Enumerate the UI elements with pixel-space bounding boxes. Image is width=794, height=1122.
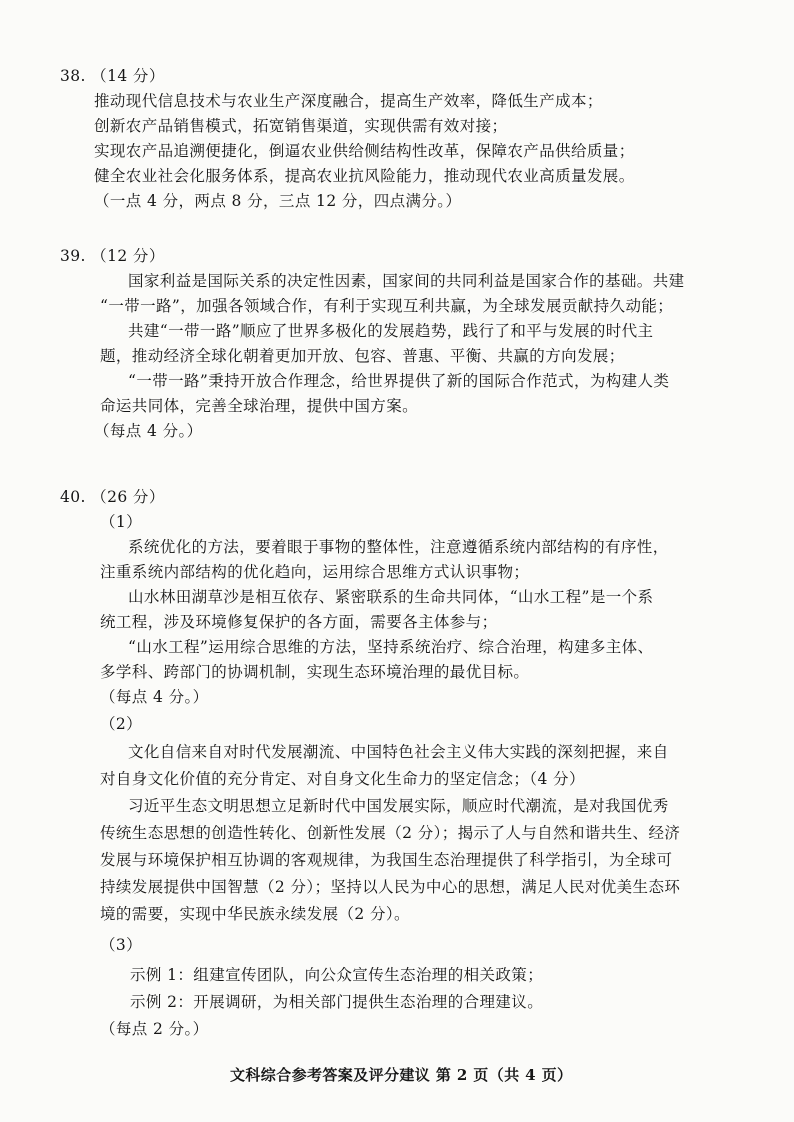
q40-subpart-3: （3）: [100, 936, 143, 954]
q40-line: 对自身文化价值的充分肯定、对自身文化生命力的坚定信念；（4 分）: [100, 770, 585, 788]
q39-scoring: （每点 4 分。）: [94, 422, 203, 440]
q40-line: 系统优化的方法，要着眼于事物的整体性，注意遵循系统内部结构的有序性，: [128, 538, 669, 556]
q40-line: 习近平生态文明思想立足新时代中国发展实际，顺应时代潮流，是对我国优秀: [128, 797, 669, 815]
q40-line: 境的需要，实现中华民族永续发展（2 分）。: [100, 905, 410, 923]
q40-line: 注重系统内部结构的优化趋向，运用综合思维方式认识事物；: [100, 563, 530, 581]
q38-header: 38. （14 分）: [60, 67, 165, 85]
q38-scoring: （一点 4 分，两点 8 分，三点 12 分，四点满分。）: [94, 192, 462, 210]
q40-scoring: （每点 4 分。）: [100, 688, 209, 706]
q39-line: 题，推动经济全球化朝着更加开放、包容、普惠、平衡、共赢的方向发展；: [100, 347, 625, 365]
q40-example: 示例 1：组建宣传团队，向公众宣传生态治理的相关政策；: [130, 966, 544, 984]
q40-line: “山水工程”运用综合思维的方法，坚持系统治疗、综合治理，构建多主体、: [128, 638, 654, 656]
q39-line: “一带一路”秉持开放合作理念，给世界提供了新的国际合作范式，为构建人类: [128, 372, 670, 390]
q40-line: 多学科、跨部门的协调机制，实现生态环境治理的最优目标。: [100, 663, 530, 681]
q39-line: “一带一路”，加强各领域合作，有利于实现互利共赢，为全球发展贡献持久动能；: [100, 297, 674, 315]
q40-subpart-2: （2）: [100, 715, 143, 733]
q40-line: 传统生态思想的创造性转化、创新性发展（2 分）；揭示了人与自然和谐共生、经济: [100, 824, 681, 842]
q40-line: 发展与环境保护相互协调的客观规律，为我国生态治理提供了科学指引，为全球可: [100, 851, 673, 869]
q40-header: 40. （26 分）: [60, 488, 165, 506]
q39-line: 命运共同体，完善全球治理，提供中国方案。: [100, 397, 419, 415]
q40-line: 统工程，涉及环境修复保护的各方面，需要各主体参与；: [100, 613, 498, 631]
q38-line: 实现农产品追溯便捷化，倒逼农业供给侧结构性改革，保障农产品供给质量；: [94, 142, 635, 160]
q39-header: 39. （12 分）: [60, 247, 165, 265]
q40-example: 示例 2：开展调研，为相关部门提供生态治理的合理建议。: [130, 993, 544, 1011]
q40-line: 文化自信来自对时代发展潮流、中国特色社会主义伟大实践的深刻把握，来自: [128, 743, 669, 761]
q39-line: 共建“一带一路”顺应了世界多极化的发展趋势，践行了和平与发展的时代主: [128, 322, 654, 340]
q38-line: 创新农产品销售模式，拓宽销售渠道，实现供需有效对接；: [94, 117, 508, 135]
q38-line: 健全农业社会化服务体系，提高农业抗风险能力，推动现代农业高质量发展。: [94, 167, 635, 185]
page-footer: 文科综合参考答案及评分建议 第 2 页（共 4 页）: [230, 1066, 573, 1084]
q40-line: 山水林田湖草沙是相互依存、紧密联系的生命共同体，“山水工程”是一个系: [128, 588, 654, 606]
q38-line: 推动现代信息技术与农业生产深度融合，提高生产效率，降低生产成本；: [94, 92, 603, 110]
q39-line: 国家利益是国际关系的决定性因素，国家间的共同利益是国家合作的基础。共建: [128, 272, 685, 290]
q40-line: 持续发展提供中国智慧（2 分）；坚持以人民为中心的思想，满足人民对优美生态环: [100, 878, 681, 896]
q40-scoring: （每点 2 分。）: [100, 1020, 209, 1038]
q40-subpart-1: （1）: [100, 513, 143, 531]
